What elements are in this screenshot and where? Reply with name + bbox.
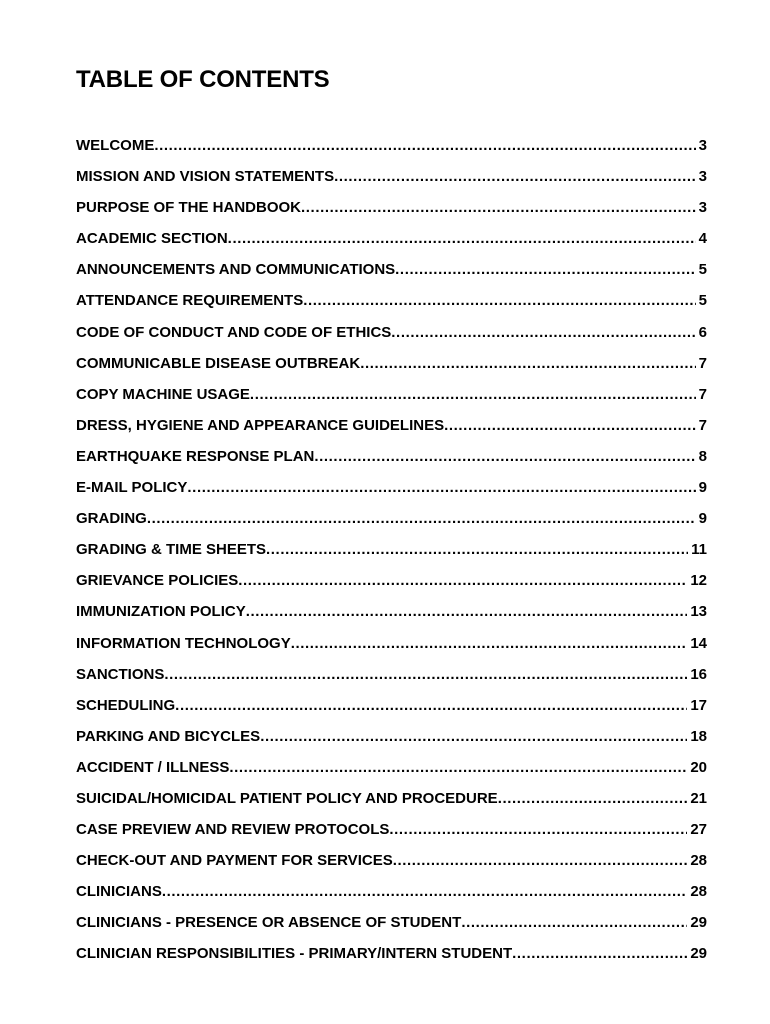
toc-entry-label: EARTHQUAKE RESPONSE PLAN — [76, 447, 315, 465]
document-page — [76, 62, 707, 963]
dot-leader — [187, 472, 695, 503]
toc-entry-page-number: 13 — [690, 603, 707, 621]
toc-entry-label: CLINICIANS — [76, 883, 162, 901]
dot-leader — [250, 379, 696, 410]
toc-entry[interactable] — [76, 659, 707, 690]
toc-entry-label: CLINICIANS - PRESENCE OR ABSENCE OF STUDENT — [76, 914, 462, 932]
toc-entry-label: PARKING AND BICYCLES — [76, 727, 261, 745]
toc-entry-page-number: 20 — [690, 758, 707, 776]
toc-entry-page-number: 28 — [690, 883, 707, 901]
dot-leader — [391, 317, 695, 348]
toc-entry-label: ANNOUNCEMENTS AND COMMUNICATIONS — [76, 261, 396, 279]
toc-entry[interactable] — [76, 534, 707, 565]
toc-entry[interactable] — [76, 285, 707, 316]
toc-entry[interactable] — [76, 628, 707, 659]
toc-entry[interactable] — [76, 938, 707, 969]
dot-leader — [228, 223, 696, 254]
toc-entry-label: SANCTIONS — [76, 665, 165, 683]
toc-entry[interactable] — [76, 814, 707, 845]
dot-leader — [260, 721, 687, 752]
toc-entry-page-number: 7 — [698, 354, 707, 372]
toc-entry-label: ACADEMIC SECTION — [76, 230, 228, 248]
toc-entry[interactable] — [76, 596, 707, 627]
toc-entry[interactable] — [76, 161, 707, 192]
toc-entry-label: COMMUNICABLE DISEASE OUTBREAK — [76, 354, 361, 372]
toc-entry[interactable] — [76, 783, 707, 814]
dot-leader — [334, 161, 696, 192]
dot-leader — [301, 192, 696, 223]
dot-leader — [444, 410, 696, 441]
toc-entry-label: SUICIDAL/HOMICIDAL PATIENT POLICY AND PROCEDURE — [76, 789, 498, 807]
dot-leader — [395, 254, 696, 285]
toc-entry-page-number: 29 — [690, 914, 707, 932]
toc-entry[interactable] — [76, 223, 707, 254]
dot-leader — [461, 907, 687, 938]
toc-entry-page-number: 27 — [690, 821, 707, 839]
dot-leader — [498, 783, 688, 814]
toc-entry[interactable] — [76, 845, 707, 876]
toc-entry-page-number: 5 — [698, 292, 707, 310]
toc-entry-label: CHECK-OUT AND PAYMENT FOR SERVICES — [76, 852, 393, 870]
toc-entry[interactable] — [76, 130, 707, 161]
toc-entry-page-number: 3 — [698, 137, 707, 154]
dot-leader — [147, 503, 696, 534]
toc-entry-label: MISSION AND VISION STATEMENTS — [76, 168, 335, 186]
toc-entry-label: ACCIDENT / ILLNESS — [76, 758, 230, 776]
toc-entry-label: COPY MACHINE USAGE — [76, 385, 250, 403]
dot-leader — [175, 690, 687, 721]
toc-entry[interactable] — [76, 690, 707, 721]
dot-leader — [314, 441, 695, 472]
toc-entry-page-number: 28 — [690, 852, 707, 870]
toc-list — [76, 130, 707, 970]
dot-leader — [229, 752, 687, 783]
toc-entry-page-number: 3 — [698, 168, 707, 186]
toc-entry-label: DRESS, HYGIENE AND APPEARANCE GUIDELINES — [76, 416, 445, 434]
toc-entry-page-number: 4 — [698, 230, 707, 248]
page-title: TABLE OF CONTENTS — [76, 66, 330, 93]
toc-entry-page-number: 29 — [690, 945, 707, 963]
toc-entry-label: ATTENDANCE REQUIREMENTS — [76, 292, 304, 310]
toc-entry-page-number: 8 — [698, 447, 707, 465]
dot-leader — [246, 596, 688, 627]
toc-entry[interactable] — [76, 410, 707, 441]
toc-entry[interactable] — [76, 752, 707, 783]
toc-entry-label: INFORMATION TECHNOLOGY — [76, 634, 291, 652]
toc-entry[interactable] — [76, 348, 707, 379]
toc-entry[interactable] — [76, 254, 707, 285]
toc-entry[interactable] — [76, 317, 707, 348]
toc-entry-label: SCHEDULING — [76, 696, 176, 714]
toc-entry-page-number: 17 — [690, 696, 707, 714]
toc-entry[interactable] — [76, 379, 707, 410]
dot-leader — [266, 534, 688, 565]
dot-leader — [393, 845, 688, 876]
toc-entry-page-number: 16 — [690, 665, 707, 683]
toc-entry-label: GRADING — [76, 510, 147, 528]
toc-entry-page-number: 12 — [690, 572, 707, 590]
toc-entry-page-number: 5 — [698, 261, 707, 279]
toc-entry[interactable] — [76, 472, 707, 503]
dot-leader — [512, 938, 687, 969]
toc-entry[interactable] — [76, 503, 707, 534]
toc-entry-page-number: 9 — [698, 510, 707, 528]
dot-leader — [360, 348, 695, 379]
toc-entry-page-number: 6 — [698, 323, 707, 341]
dot-leader — [154, 130, 695, 161]
toc-entry-label: WELCOME — [76, 137, 155, 154]
dot-leader — [303, 285, 695, 316]
toc-entry-page-number: 21 — [690, 789, 707, 807]
toc-entry[interactable] — [76, 721, 707, 752]
dot-leader — [162, 876, 687, 907]
toc-entry[interactable] — [76, 907, 707, 938]
toc-entry-label: CLINICIAN RESPONSIBILITIES - PRIMARY/INTERN STUDENT — [76, 945, 513, 963]
toc-entry-label: GRIEVANCE POLICIES — [76, 572, 239, 590]
toc-entry-label: PURPOSE OF THE HANDBOOK — [76, 199, 302, 217]
toc-entry-label: GRADING & TIME SHEETS — [76, 541, 267, 559]
dot-leader — [389, 814, 687, 845]
toc-entry[interactable] — [76, 565, 707, 596]
toc-entry-page-number: 18 — [690, 727, 707, 745]
toc-entry-label: CODE OF CONDUCT AND CODE OF ETHICS — [76, 323, 392, 341]
toc-entry-page-number: 14 — [690, 634, 707, 652]
toc-entry-page-number: 3 — [698, 199, 707, 217]
toc-entry-label: E-MAIL POLICY — [76, 479, 188, 497]
toc-entry[interactable] — [76, 192, 707, 223]
dot-leader — [238, 565, 687, 596]
toc-entry-label: IMMUNIZATION POLICY — [76, 603, 246, 621]
toc-entry[interactable] — [76, 441, 707, 472]
dot-leader — [164, 659, 687, 690]
toc-entry-page-number: 9 — [698, 479, 707, 497]
toc-entry-page-number: 7 — [698, 416, 707, 434]
toc-entry-page-number: 7 — [698, 385, 707, 403]
toc-entry[interactable] — [76, 876, 707, 907]
toc-entry-label: CASE PREVIEW AND REVIEW PROTOCOLS — [76, 821, 390, 839]
toc-entry-page-number: 11 — [691, 541, 707, 559]
dot-leader — [291, 628, 688, 659]
